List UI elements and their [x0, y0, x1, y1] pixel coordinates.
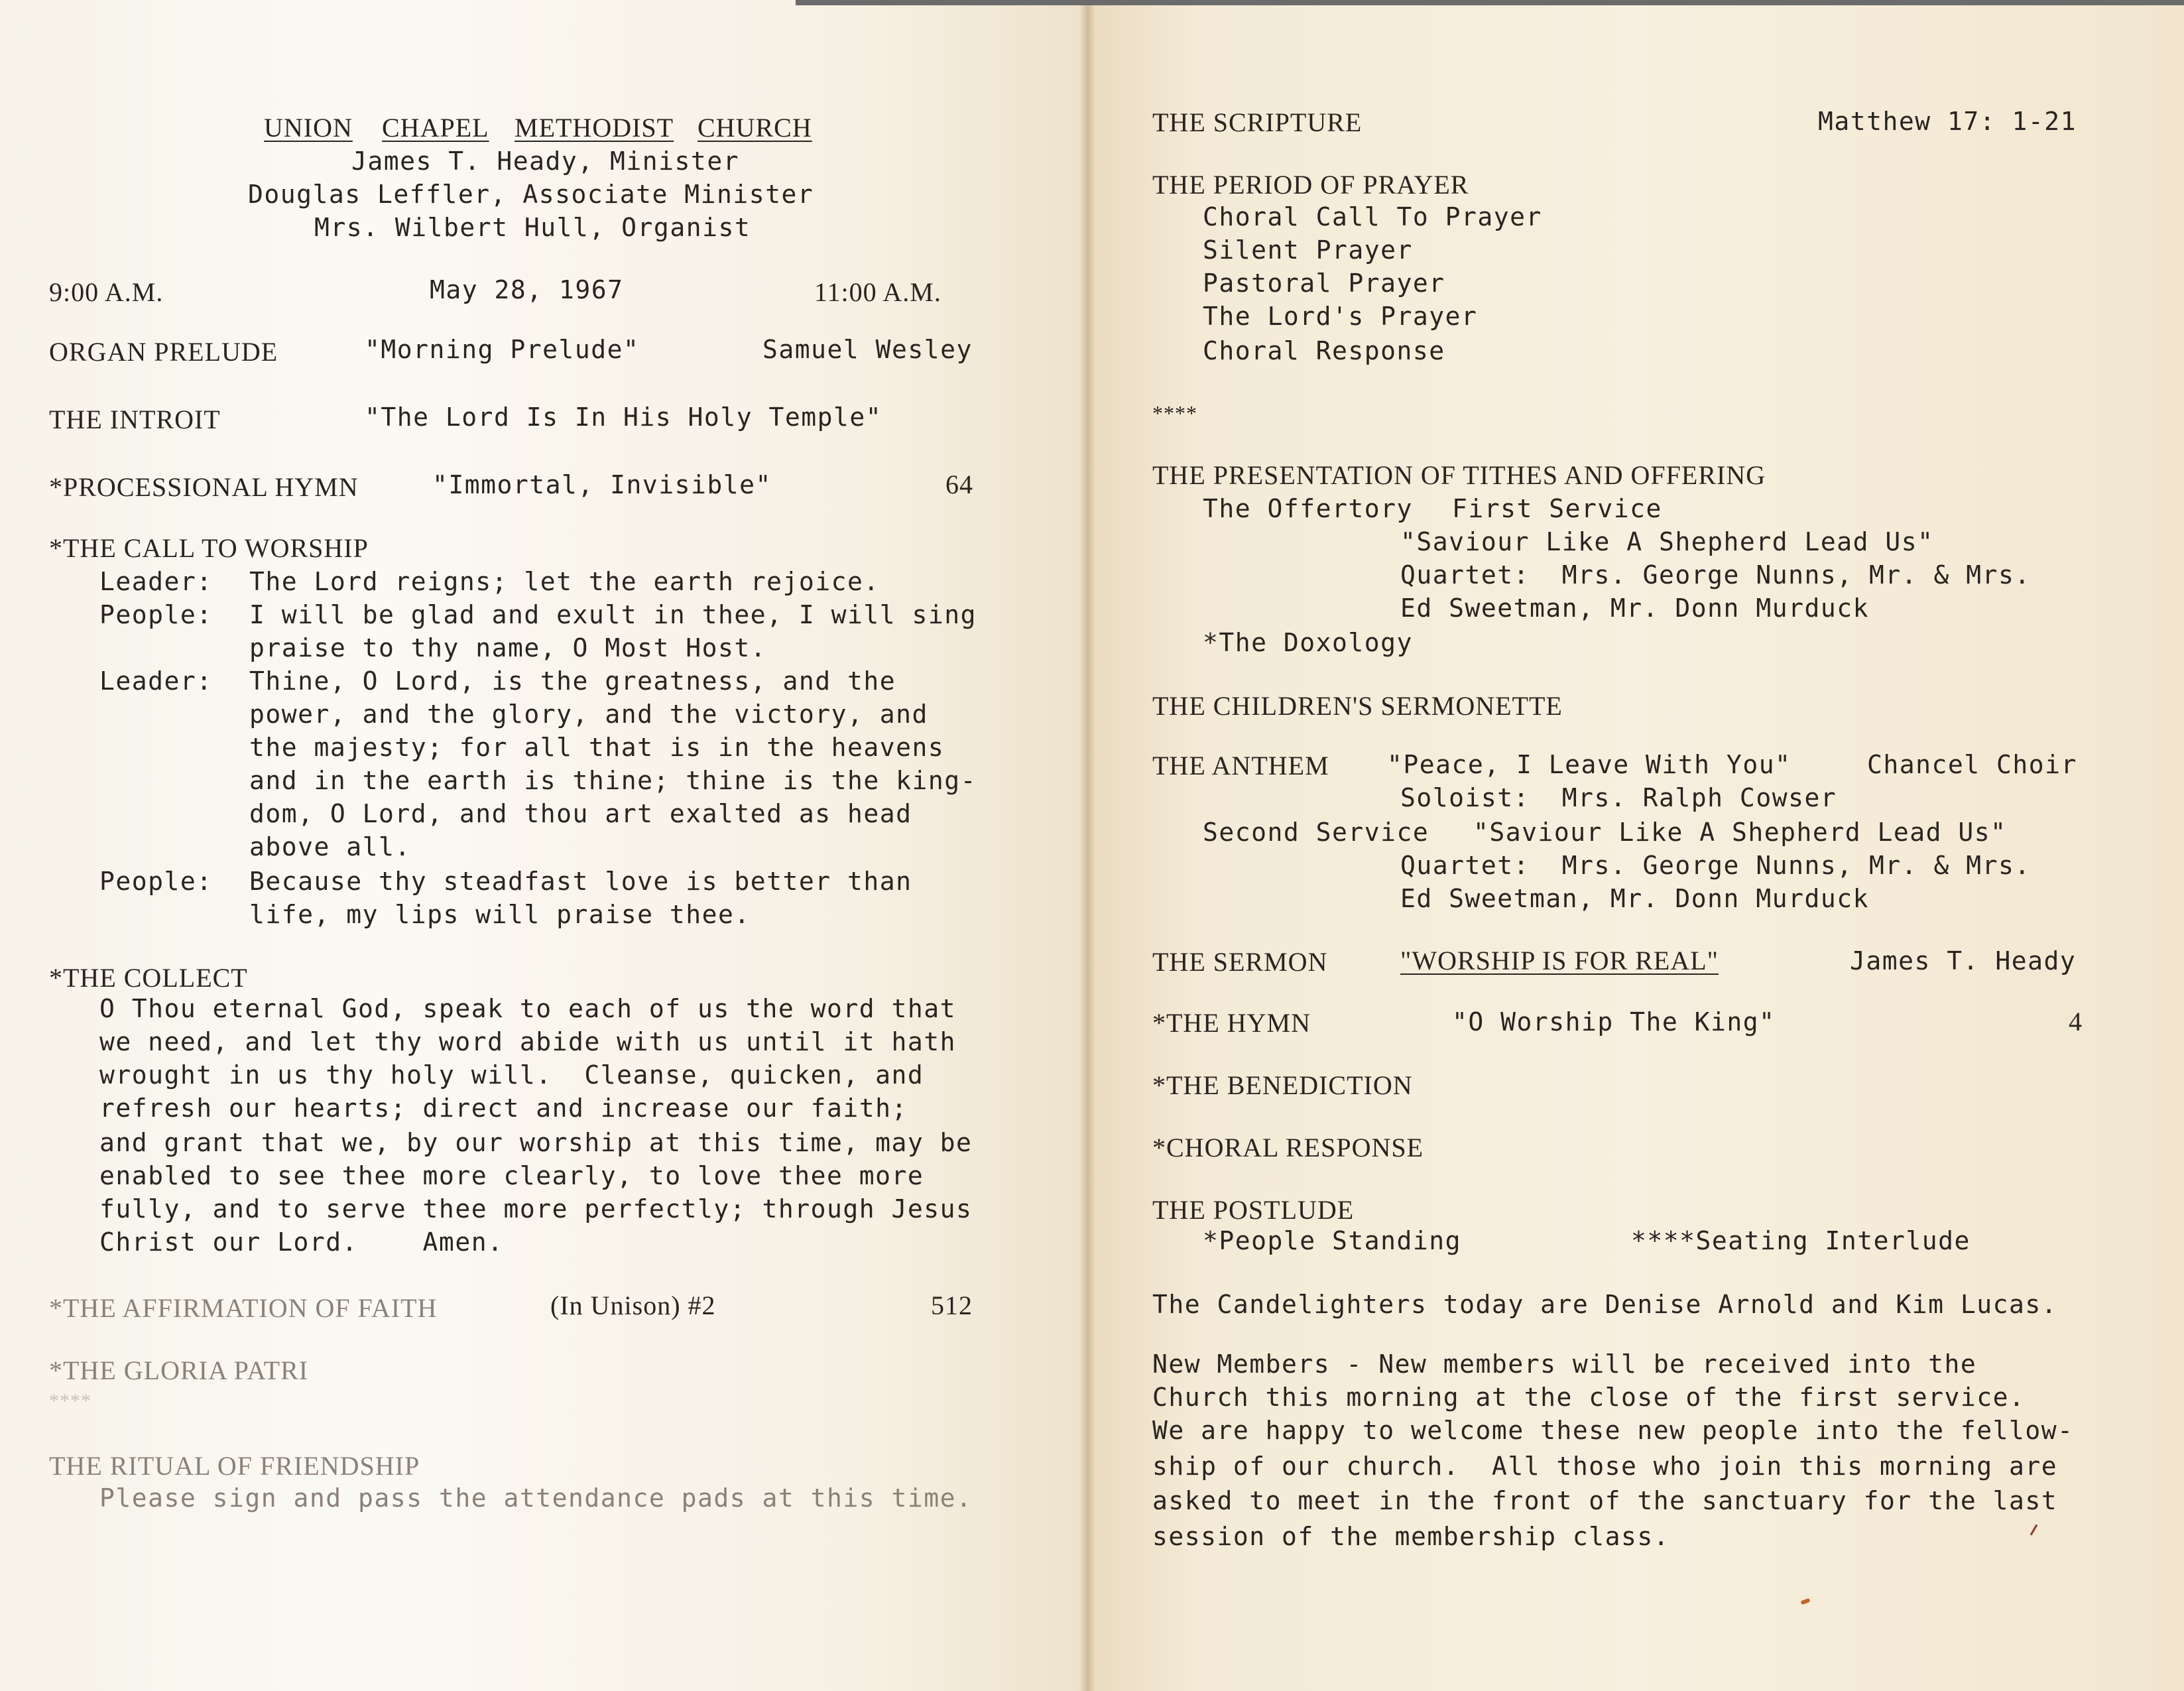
- collect-label: *THE COLLECT: [49, 963, 248, 993]
- call-leader-2-line-2: power, and the glory, and the victory, and: [249, 700, 928, 729]
- prayer-item: Pastoral Prayer: [1203, 269, 1445, 298]
- gloria-interlude-mark: ****: [49, 1390, 91, 1412]
- scripture-label: THE SCRIPTURE: [1152, 107, 1363, 137]
- processional-title: "Immortal, Invisible": [432, 470, 772, 499]
- candlelighters-note: The Candelighters today are Denise Arnold and Kim Lucas.: [1152, 1290, 2058, 1319]
- anthem-choir: Chancel Choir: [1867, 750, 2077, 779]
- offertory-first-service: First Service: [1452, 494, 1662, 523]
- call-leader-2-line-5: dom, O Lord, and thou art exalted as head: [249, 799, 912, 828]
- processional-label: *PROCESSIONAL HYMN: [49, 472, 359, 502]
- call-people-2-line-1: Because thy steadfast love is better than: [249, 867, 912, 896]
- call-leader-1-role: Leader:: [99, 567, 213, 596]
- offertory-label: The Offertory: [1203, 494, 1413, 523]
- sermon-preacher: James T. Heady: [1850, 946, 2077, 975]
- gloria-patri-label: *THE GLORIA PATRI: [49, 1355, 309, 1385]
- seating-interlude-mark: ****: [1152, 401, 1197, 425]
- call-leader-2-line-6: above all.: [249, 832, 411, 861]
- second-service-song: "Saviour Like A Shepherd Lead Us": [1473, 818, 2007, 847]
- ritual-of-friendship-text: Please sign and pass the attendance pads at this time.: [99, 1483, 973, 1513]
- page-fold: [1079, 0, 1095, 1691]
- hymn-number: 4: [2069, 1007, 2083, 1036]
- first-service-time: 9:00 A.M.: [49, 277, 164, 307]
- call-people-2-line-2: life, my lips will praise thee.: [249, 900, 751, 929]
- seating-interlude-note: ****Seating Interlude: [1631, 1226, 1971, 1255]
- call-people-2-role: People:: [99, 867, 213, 896]
- prayer-item: Choral Response: [1203, 336, 1445, 365]
- introit-title: "The Lord Is In His Holy Temple": [365, 403, 882, 432]
- call-people-1-line-2: praise to thy name, O Most Host.: [249, 633, 767, 662]
- church-name-word-4: CHURCH: [698, 113, 812, 143]
- new-members-line-6: session of the membership class.: [1152, 1522, 1670, 1551]
- call-people-1-role: People:: [99, 600, 213, 629]
- prayer-item: Choral Call To Prayer: [1203, 202, 1542, 231]
- call-leader-2-line-3: the majesty; for all that is in the heavens: [249, 733, 945, 762]
- call-leader-2-line-4: and in the earth is thine; thine is the king-: [249, 766, 977, 795]
- new-members-line-4: ship of our church. All those who join this morning are: [1152, 1452, 2058, 1481]
- second-service-label: Second Service: [1203, 818, 1429, 847]
- affirmation-label: *THE AFFIRMATION OF FAITH: [49, 1293, 438, 1323]
- prayer-label: THE PERIOD OF PRAYER: [1152, 170, 1469, 200]
- postlude-label: THE POSTLUDE: [1152, 1195, 1355, 1225]
- second-service-time: 11:00 A.M.: [814, 277, 941, 307]
- anthem-title: "Peace, I Leave With You": [1387, 750, 1791, 779]
- top-edge-strip: [796, 0, 2184, 5]
- left-page: [0, 0, 1087, 1691]
- collect-line-1: O Thou eternal God, speak to each of us the word that: [99, 994, 957, 1023]
- offertory-quartet-line-2: Ed Sweetman, Mr. Donn Murduck: [1400, 594, 1869, 623]
- call-to-worship-label: *THE CALL TO WORSHIP: [49, 533, 369, 563]
- introit-label: THE INTROIT: [49, 405, 221, 434]
- call-leader-2-line-1: Thine, O Lord, is the greatness, and the: [249, 666, 896, 696]
- church-name-word-2: CHAPEL: [382, 113, 489, 143]
- prayer-item: The Lord's Prayer: [1203, 302, 1478, 331]
- collect-line-4: refresh our hearts; direct and increase our faith;: [99, 1094, 908, 1123]
- doxology: *The Doxology: [1203, 628, 1413, 657]
- collect-line-7: fully, and to serve thee more perfectly; through Jesus: [99, 1194, 973, 1223]
- anthem-quartet-line-1: Quartet: Mrs. George Nunns, Mr. & Mrs.: [1400, 851, 2031, 880]
- processional-number: 64: [945, 470, 973, 499]
- offertory-song: "Saviour Like A Shepherd Lead Us": [1400, 527, 1934, 556]
- ritual-of-friendship-label: THE RITUAL OF FRIENDSHIP: [49, 1451, 420, 1481]
- new-members-line-3: We are happy to welcome these new people into the fellow-: [1152, 1416, 2074, 1445]
- hymn-title: "O Worship The King": [1452, 1007, 1776, 1036]
- collect-line-2: we need, and let thy word abide with us until it hath: [99, 1027, 957, 1056]
- prelude-label: ORGAN PRELUDE: [49, 337, 278, 367]
- people-standing-note: *People Standing: [1203, 1226, 1462, 1255]
- new-members-line-2: Church this morning at the close of the first service.: [1152, 1383, 2026, 1412]
- service-date: May 28, 1967: [430, 275, 624, 304]
- hymn-label: *THE HYMN: [1152, 1008, 1311, 1038]
- organist-line: Mrs. Wilbert Hull, Organist: [314, 213, 751, 242]
- offertory-quartet-line-1: Quartet: Mrs. George Nunns, Mr. & Mrs.: [1400, 560, 2031, 590]
- childrens-sermonette: THE CHILDREN'S SERMONETTE: [1152, 691, 1563, 721]
- anthem-quartet-line-2: Ed Sweetman, Mr. Donn Murduck: [1400, 884, 1869, 913]
- prayer-item: Silent Prayer: [1203, 235, 1413, 265]
- collect-line-5: and grant that we, by our worship at this time, may be: [99, 1128, 973, 1157]
- associate-minister-line: Douglas Leffler, Associate Minister: [248, 180, 814, 209]
- choral-response: *CHORAL RESPONSE: [1152, 1133, 1424, 1162]
- prelude-title: "Morning Prelude": [365, 335, 640, 364]
- church-name-word-3: METHODIST: [515, 113, 674, 143]
- collect-line-3: wrought in us thy holy will. Cleanse, quicken, and: [99, 1060, 924, 1090]
- call-leader-2-role: Leader:: [99, 666, 213, 696]
- new-members-line-1: New Members - New members will be received into the: [1152, 1349, 1977, 1379]
- scripture-reference: Matthew 17: 1-21: [1818, 107, 2077, 136]
- tithes-label: THE PRESENTATION OF TITHES AND OFFERING: [1152, 460, 1766, 490]
- anthem-label: THE ANTHEM: [1152, 751, 1329, 781]
- call-people-1-line-1: I will be glad and exult in thee, I will sing: [249, 600, 977, 629]
- affirmation-number: 512: [931, 1290, 973, 1320]
- sermon-title: "WORSHIP IS FOR REAL": [1400, 946, 1719, 975]
- collect-line-8: Christ our Lord. Amen.: [99, 1227, 504, 1257]
- prelude-composer: Samuel Wesley: [762, 335, 973, 364]
- collect-line-6: enabled to see thee more clearly, to love thee more: [99, 1161, 924, 1190]
- new-members-line-5: asked to meet in the front of the sanctuary for the last: [1152, 1486, 2058, 1515]
- affirmation-note: (In Unison) #2: [550, 1290, 716, 1320]
- minister-line: James T. Heady, Minister: [351, 147, 740, 176]
- church-name-word-1: UNION: [264, 113, 353, 143]
- anthem-soloist: Soloist: Mrs. Ralph Cowser: [1400, 783, 1837, 812]
- sermon-label: THE SERMON: [1152, 947, 1328, 977]
- benediction: *THE BENEDICTION: [1152, 1070, 1413, 1100]
- call-leader-1-text: The Lord reigns; let the earth rejoice.: [249, 567, 880, 596]
